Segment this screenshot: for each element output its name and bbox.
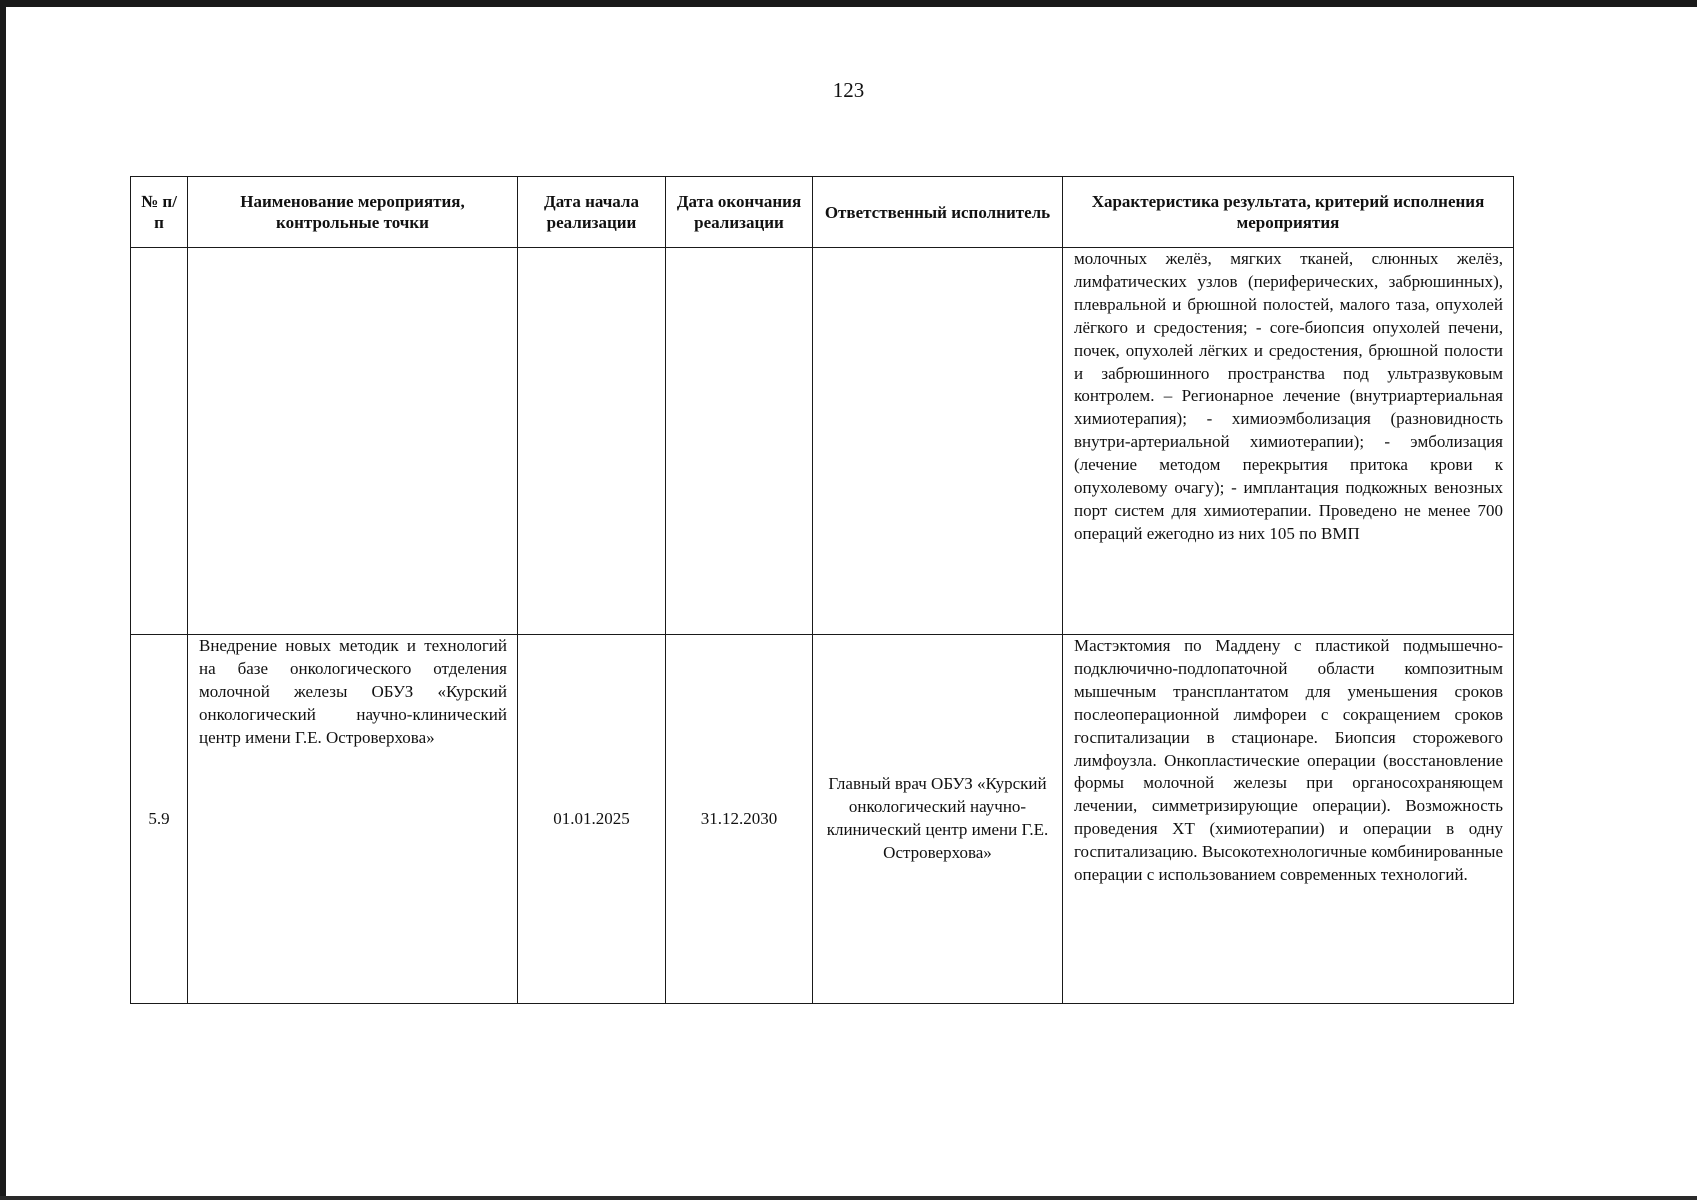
header-result: Характеристика результата, критерий исполнения мероприятия [1063,177,1514,248]
header-executor: Ответственный исполнитель [813,177,1063,248]
page-number: 123 [832,78,865,102]
scan-border-top [0,0,1697,7]
measures-table [130,176,1514,1004]
cell-num [131,248,188,635]
cell-end-date [666,248,813,635]
cell-result: молочных желёз, мягких тканей, слюнных желёз, лимфатических узлов (периферических, забрюшинных), плевральной и брюшной полостей, малого таза, опухолей лёгкого и средостения; - core-биопсия опухолей печени, почек, опухолей лёгких и средостения, брюшной полости и забрюшинного пространства под ультразвуковым контролем. – Регионарное лечение (внутриартериальная химиотерапия); - химиоэмболизация (разновидность внутри-артериальной химиотерапии); - эмболизация (лечение методом перекрытия притока крови к опухолевому очагу); - имплантация подкожных венозных порт систем для химиотерапии. Проведено не менее 700 операций ежегодно из них 105 по ВМП [1063,248,1514,635]
header-end-date: Дата окончания реализации [666,177,813,248]
header-num: № п/п [131,177,188,248]
table-row [131,635,1514,1004]
header-start-date: Дата начала реализации [518,177,666,248]
header-name: Наименование мероприятия, контрольные точки [188,177,518,248]
scan-border-bottom [0,1196,1697,1200]
cell-executor: Главный врач ОБУЗ «Курский онкологический научно-клинический центр имени Г.Е. Островерхова» [813,635,1063,1004]
cell-end-date: 31.12.2030 [666,635,813,1004]
table-row [131,248,1514,635]
cell-result: Мастэктомия по Маддену с пластикой подмышечно-подключично-подлопаточной области композитным мышечным трансплантатом для уменьшения сроков послеоперационной лимфореи с сокращением сроков госпитализации в стационаре. Биопсия сторожевого лимфоузла. Онкопластические операции (восстановление формы молочной железы при органосохраняющем лечении, симметризирующие операции). Возможность проведения ХТ (химиотерапии) и операции в одну госпитализацию. Высокотехнологичные комбинированные операции с использованием современных технологий. [1063,635,1514,1004]
cell-num: 5.9 [131,635,188,1004]
cell-name: Внедрение новых методик и технологий на базе онкологического отделения молочной железы ОБУЗ «Курский онкологический научно-клинический центр имени Г.Е. Островерхова» [188,635,518,1004]
cell-start-date [518,248,666,635]
table-header-row [131,177,1514,248]
scan-border-left [0,0,6,1200]
cell-start-date: 01.01.2025 [518,635,666,1004]
cell-executor [813,248,1063,635]
cell-name [188,248,518,635]
